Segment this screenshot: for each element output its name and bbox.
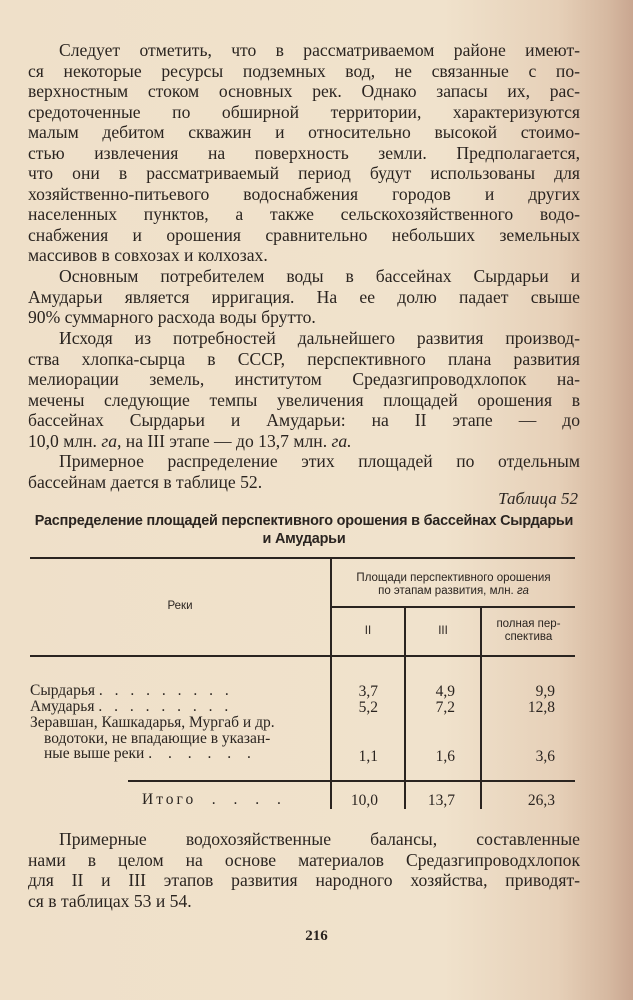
table-title-line: Распределение площадей перспективного орошения в бассейнах Сырдарьи: [34, 513, 574, 529]
row-name-line: водотоки, не впадающие в указан-: [44, 729, 271, 747]
text-span: на III этапе — до 13,7 млн.: [121, 430, 332, 451]
text-line: населенных пунктов, а также сельскохозяйственного водо-: [28, 204, 580, 224]
paragraph-irrigation: [28, 266, 580, 328]
header-stage-iii: III: [438, 625, 448, 637]
table-title: [28, 512, 580, 548]
text-line: малым дебитом скважин и относительно высокой стоимо-: [28, 122, 580, 142]
paragraph-groundwater: [28, 40, 580, 266]
text-line: мечены следующие темпы увеличения площадей орошения в: [28, 389, 580, 410]
col-divider: [404, 657, 406, 809]
col-divider: [330, 657, 332, 809]
unit-ha: га.: [331, 430, 352, 451]
cell-full: 9,9: [535, 683, 555, 700]
table-label: Таблица 52: [498, 489, 578, 508]
table-top-rule: [30, 557, 575, 559]
leader-dots: . . . .: [211, 791, 288, 808]
text-line: для II и III этапов развития народного хозяйства, приводят-: [28, 870, 580, 890]
text-line: 90% суммарного расхода воды брутто.: [28, 307, 316, 327]
text-line: Амударьи является ирригация. На ее долю падает свыше: [28, 286, 580, 307]
text-line: Исходя из потребностей дальнейшего развития производ-: [59, 328, 580, 348]
text-span: 10,0 млн.: [28, 430, 102, 451]
page-number: 216: [305, 928, 328, 944]
table-row-syrdarya: [30, 683, 233, 699]
cell-total-ii: 10,0: [350, 792, 378, 809]
text-line: бассейнах Сырдарьи и Амударьи: на II этапе — до: [28, 410, 580, 430]
row-name-line: Зеравшан, Кашкадарья, Мургаб и др.: [30, 714, 275, 731]
text-line: массивов в совхозах и колхозах.: [28, 245, 268, 265]
text-line: Основным потребителем воды в бассейнах Сырдарьи и: [59, 266, 580, 286]
table-row-amudarya: [30, 699, 232, 715]
table-row-other-rivers: [30, 715, 320, 762]
text-line: Примерное распределение этих площадей по отдельным: [59, 451, 580, 471]
text-line: ся некоторые ресурсы подземных вод, не связанные с по-: [28, 60, 580, 81]
text-line: ся в таблицах 53 и 54.: [28, 890, 192, 911]
cell-total-iii: 13,7: [427, 792, 455, 809]
leader-dots: . . . . . . . . .: [98, 682, 233, 699]
total-label: Итого: [142, 791, 197, 808]
header-stage-ii: II: [364, 625, 372, 637]
text-line: верхностным стоком основных рек. Однако запасы их, рас-: [28, 81, 580, 101]
text-line: мелиорации земель, институтом Средазгипроводхлопок на-: [28, 369, 580, 389]
unit-ha: га: [516, 585, 529, 597]
cell-iii: 7,2: [435, 699, 455, 716]
cell-full: 3,6: [535, 748, 555, 765]
leader-dots: . . . . . . . . .: [98, 698, 233, 715]
text-line: средоточенные по обширной территории, характеризуются: [28, 101, 580, 122]
col-divider: [480, 657, 482, 809]
header-line: спектива: [504, 631, 553, 643]
text-line: Примерные водохозяйственные балансы, составленные: [59, 829, 580, 849]
header-rivers: Реки: [167, 600, 193, 612]
text-line: Следует отметить, что в рассматриваемом районе имеют-: [59, 40, 580, 60]
text-line: ства хлопка-сырца в СССР, перспективного плана развития: [28, 348, 580, 369]
row-name-line: ные выше реки: [44, 745, 145, 762]
table-title-line: и Амударьи: [262, 531, 346, 547]
header-group-line: Площади перспективного орошения: [356, 572, 551, 584]
paragraph-distribution: [28, 451, 580, 492]
total-rule: [128, 780, 575, 782]
leader-dots: . . . . . .: [148, 745, 257, 762]
cell-ii: 5,2: [358, 699, 378, 716]
cell-iii: 1,6: [435, 748, 455, 765]
text-line: стью извлечения на поверхность земли. Предполагается,: [28, 142, 580, 163]
text-span: по этапам развития, млн.: [378, 585, 517, 597]
text-line: снабжения и орошения сравнительно небольших земельных: [28, 224, 580, 245]
cell-ii: 3,7: [358, 683, 378, 700]
header-group-rule: [331, 606, 575, 608]
header-line: полная пер-: [496, 618, 561, 630]
paragraph-water-balances: [28, 829, 580, 911]
text-line: нами в целом на основе материалов Средазгипроводхлопок: [28, 849, 580, 870]
table-row-total: [142, 792, 288, 808]
row-name: Сырдарья: [30, 682, 96, 699]
cell-total-full: 26,3: [527, 792, 555, 809]
text-line: [28, 431, 580, 452]
text-line: хозяйственно-питьевого водоснабжения городов и других: [28, 183, 580, 204]
header-group: [332, 572, 575, 598]
cell-iii: 4,9: [435, 683, 455, 700]
text-line: бассейнам дается в таблице 52.: [28, 471, 263, 492]
header-full-perspective: [482, 618, 575, 644]
unit-ha: га,: [101, 430, 122, 451]
text-line: что они в рассматриваемый период будут использованы для: [28, 163, 580, 183]
cell-ii: 1,1: [358, 748, 378, 765]
paragraph-cotton-plan: [28, 328, 580, 451]
row-name: Амударья: [30, 698, 95, 715]
cell-full: 12,8: [527, 699, 555, 716]
header-group-line: [332, 585, 575, 598]
header-bottom-rule: [30, 655, 575, 657]
